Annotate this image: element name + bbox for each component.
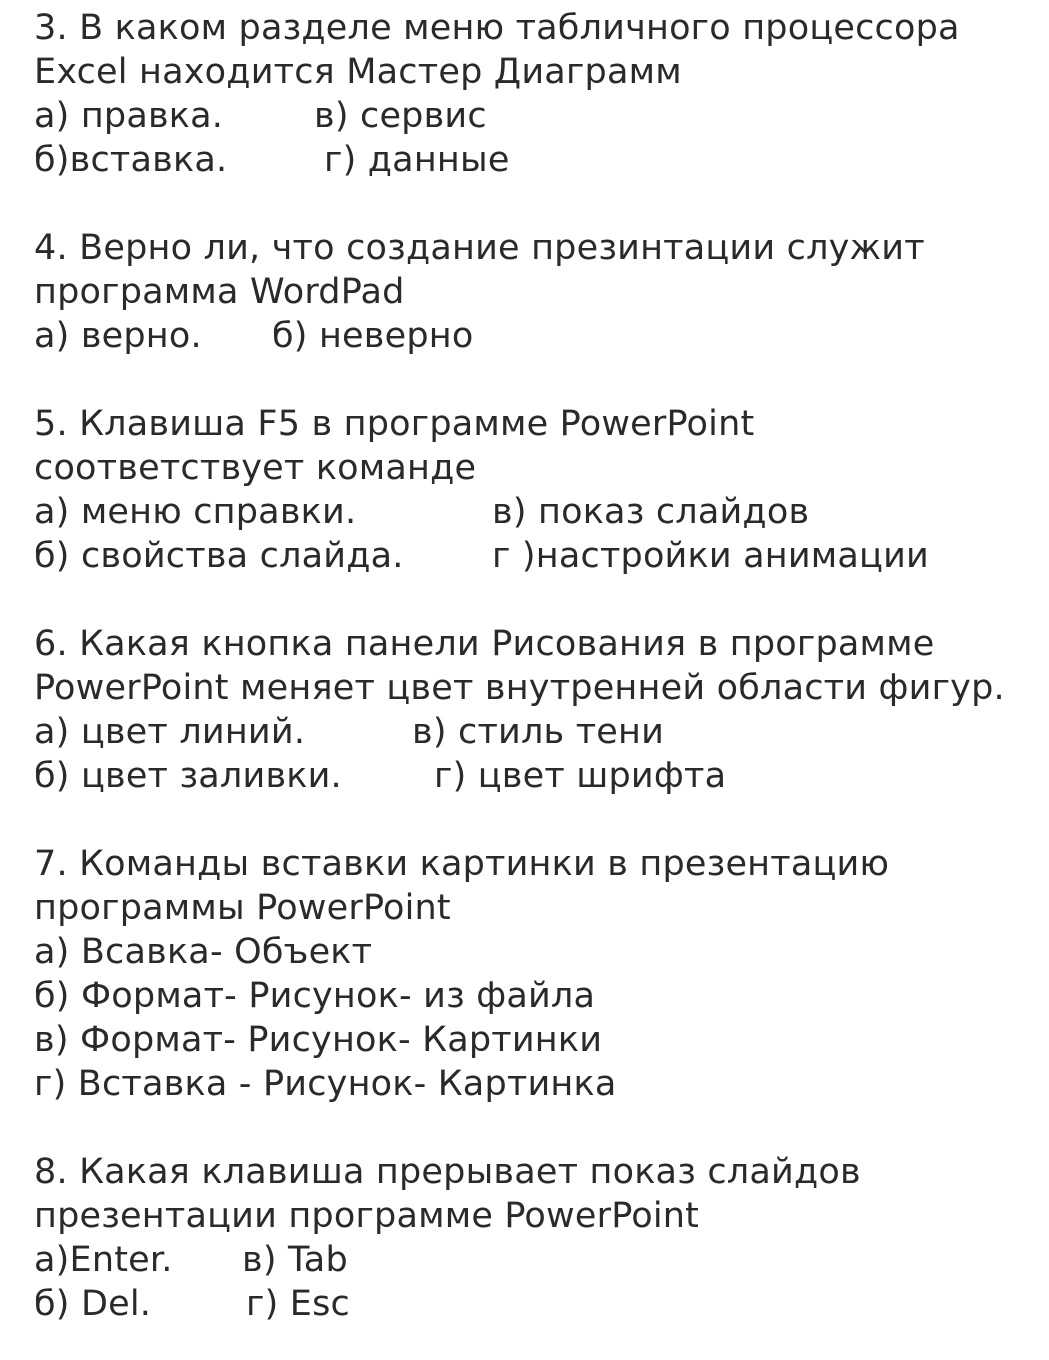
option-g: г) Вставка - Рисунок- Картинка bbox=[34, 1064, 617, 1104]
option-row bbox=[34, 754, 1034, 798]
question-text-line: PowerPoint меняет цвет внутренней области фигур. bbox=[34, 668, 1005, 708]
option-v: в) стиль тени bbox=[412, 712, 665, 752]
option-b: б) свойства слайда. bbox=[34, 536, 404, 576]
question-text-line: 5. Клавиша F5 в программе PowerPoint bbox=[34, 404, 755, 444]
option-row bbox=[34, 534, 1034, 578]
question-7 bbox=[34, 842, 1034, 1106]
question-5 bbox=[34, 402, 1034, 578]
option-g: г) Esc bbox=[246, 1284, 350, 1324]
option-row bbox=[34, 1238, 1034, 1282]
option-row bbox=[34, 94, 1034, 138]
option-row bbox=[34, 710, 1034, 754]
question-text-line: программа WordPad bbox=[34, 272, 405, 312]
question-3 bbox=[34, 6, 1034, 182]
option-v: в) сервис bbox=[314, 96, 487, 136]
option-a: а) меню справки. bbox=[34, 492, 357, 532]
option-row bbox=[34, 138, 1034, 182]
option-row bbox=[34, 1282, 1034, 1326]
question-text-line: 4. Верно ли, что создание презинтации служит bbox=[34, 228, 925, 268]
question-text-line: Excel находится Мастер Диаграмм bbox=[34, 52, 682, 92]
question-text-line: 7. Команды вставки картинки в презентацию bbox=[34, 844, 890, 884]
option-b: б) Del. bbox=[34, 1284, 152, 1324]
option-g: г) данные bbox=[324, 140, 510, 180]
question-text-line: презентации программе PowerPoint bbox=[34, 1196, 700, 1236]
option-g: г) цвет шрифта bbox=[434, 756, 727, 796]
option-b: б) цвет заливки. bbox=[34, 756, 342, 796]
option-b: б) Формат- Рисунок- из файла bbox=[34, 976, 596, 1016]
question-text-line: 8. Какая клавиша прерывает показ слайдов bbox=[34, 1152, 861, 1192]
option-a: а) цвет линий. bbox=[34, 712, 306, 752]
option-v: в) Tab bbox=[242, 1240, 348, 1280]
option-a: а) правка. bbox=[34, 96, 224, 136]
question-text-line: программы PowerPoint bbox=[34, 888, 451, 928]
question-4 bbox=[34, 226, 1034, 358]
option-b: б)вставка. bbox=[34, 140, 228, 180]
question-6 bbox=[34, 622, 1034, 798]
question-8 bbox=[34, 1150, 1034, 1326]
option-b: б) неверно bbox=[272, 316, 474, 356]
option-a: а) верно. bbox=[34, 316, 202, 356]
option-v: в) Формат- Рисунок- Картинки bbox=[34, 1020, 603, 1060]
option-row bbox=[34, 314, 1034, 358]
question-text-line: 6. Какая кнопка панели Рисования в программе bbox=[34, 624, 935, 664]
option-a: а)Enter. bbox=[34, 1240, 173, 1280]
question-text-line: соответствует команде bbox=[34, 448, 477, 488]
option-a: а) Всавка- Объект bbox=[34, 932, 373, 972]
document bbox=[34, 6, 1034, 1326]
option-row bbox=[34, 490, 1034, 534]
question-text-line: 3. В каком разделе меню табличного процессора bbox=[34, 8, 960, 48]
option-v: в) показ слайдов bbox=[492, 492, 810, 532]
option-g: г )настройки анимации bbox=[492, 536, 929, 576]
